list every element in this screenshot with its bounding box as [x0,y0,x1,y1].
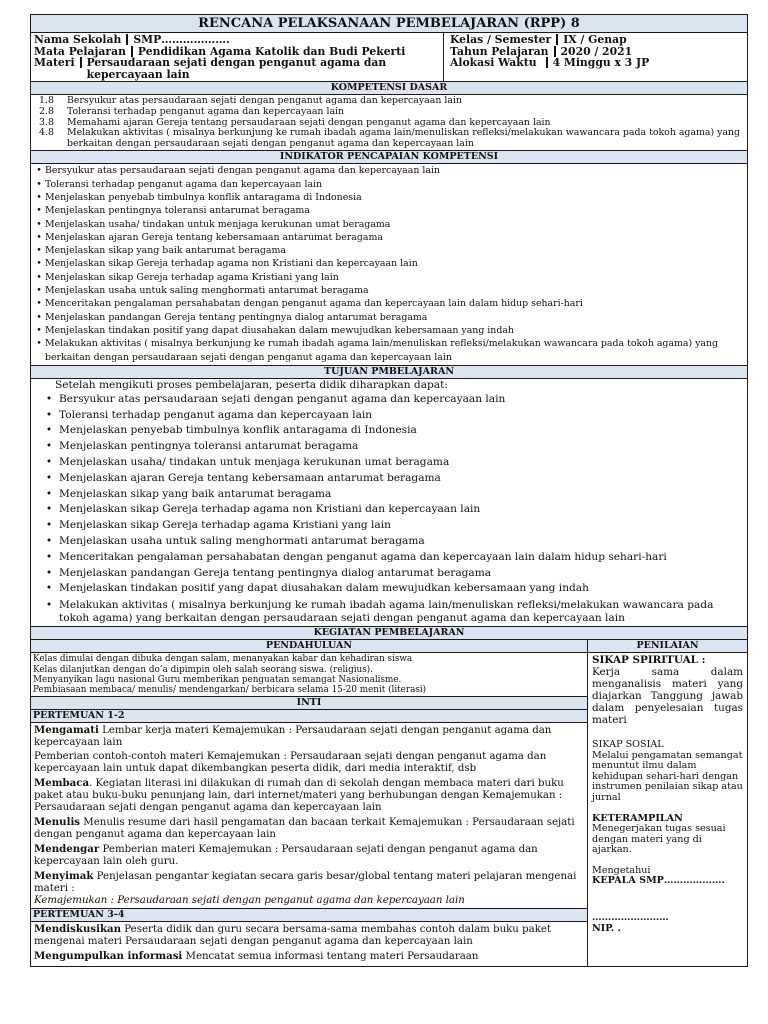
bullet-icon: • [36,245,42,257]
year-value: 2020 / 2021 [560,44,633,58]
bullet-icon: • [36,165,42,177]
attending-topic: Kemajemukan : Persaudaraan sejati dengan penganut agama dan kepercayaan lain [34,895,465,907]
bullet-icon: • [45,550,53,563]
indicator-item [33,204,745,217]
social-text: Melalui pengamatan semangat menuntut ilmu dalam kehidupan sehari-hari dengan instrumen penilaian sikap atau jurnal [592,749,743,803]
reading-paragraph: Membaca. Kegiatan literasi ini dilakukan di rumah dan di sekolah dengan membaca materi dari buku paket atau buku-buku penunjang lain, dari internet/materi yang berhubungan dengan Kemajemukan : Persaudaraan sejati dengan penganut agama dan kepercayaan lain [34,777,564,814]
objective-item [33,581,743,597]
bullet-icon: • [36,338,42,350]
meeting-1-2-heading: PERTEMUAN 1-2 [31,710,587,723]
objective-text: Menjelaskan ajaran Gereja tentang kebersamaan antarumat beragama [59,471,441,484]
kd-number: 3.8 [39,116,54,128]
nip-label: NIP. . [592,922,621,934]
indicator-text: Menjelaskan pentingnya toleransi antarumat beragama [45,205,310,217]
bullet-icon: • [36,258,42,270]
indicator-item [33,178,745,191]
spiritual-heading: SIKAP SPIRITUAL : [592,654,706,667]
indicator-item [33,244,745,257]
bullet-icon: • [45,392,53,405]
bullet-icon: • [45,519,53,532]
kd-number: 4.8 [39,127,54,139]
bullet-icon: • [36,205,42,217]
indicator-text: Toleransi terhadap penganut agama dan kepercayaan lain [45,178,323,190]
objective-text: Menjelaskan usaha untuk saling menghormati antarumat beragama [59,534,425,547]
indicator-text: Menjelaskan sikap Gereja terhadap agama Kristiani yang lain [45,271,339,283]
objective-item [33,392,743,408]
indicator-item [33,257,745,270]
bullet-icon: • [36,324,42,336]
rpp-document [30,14,748,967]
bullet-icon: • [45,599,53,612]
objective-item [33,518,743,534]
objective-text: Menjelaskan sikap yang baik antarumat beragama [59,487,332,500]
material-row [34,57,440,80]
indicator-item [33,271,745,284]
objective-text: Menjelaskan pentingnya toleransi antarumat beragama [59,440,359,453]
indicator-item [33,297,745,310]
indicator-heading: INDIKATOR PENCAPAIAN KOMPETENSI [31,151,747,164]
objective-text: Toleransi terhadap penganut agama dan kepercayaan lain [59,408,373,421]
bullet-icon: • [36,285,42,297]
objective-item [33,471,743,487]
intro-content [31,653,587,697]
social-heading: SIKAP SOSIAL [592,738,664,750]
objective-item [33,502,743,518]
identity-section [31,33,747,82]
indicator-item [33,311,745,324]
objective-item [33,487,743,503]
kd-item [33,128,745,149]
activities-heading: KEGIATAN PEMBELAJARAN [31,627,747,640]
collect-paragraph: Mengumpulkan informasi Mencatat semua informasi tentang materi Persaudaraan [34,950,479,963]
bullet-icon: • [45,566,53,579]
activities-left [31,640,588,966]
indicator-text: Menjelaskan usaha untuk saling menghormati antarumat beragama [45,285,369,297]
bullet-icon: • [45,455,53,468]
school-row [34,34,440,46]
spiritual-text: Kerja sama dalam menganalisis materi yang diajarkan Tanggung jawab dalam penyelesaian tugas materi [592,665,743,726]
indicator-text: Melakukan aktivitas ( misalnya berkunjung ke rumah ibadah agama lain/menuliskan refleksi/melakukan wawancara pada tokoh agama) yang berkaitan dengan persaudaraan sejati dengan penganut agama dan kepercayaan lain [45,338,719,363]
kd-number: 1.8 [39,95,54,107]
indicator-text: Menjelaskan usaha/ tindakan untuk menjaga kerukunan umat beragama [45,218,391,230]
bullet-icon: • [45,487,53,500]
indicator-item [33,164,745,177]
bullet-icon: • [45,408,53,421]
indicator-text: Menjelaskan sikap Gereja terhadap agama non Kristiani dan kepercayaan lain [45,258,418,270]
signature-line: …………………… [592,912,669,924]
assessment-heading: PENILAIAN [588,640,747,653]
document-title: RENCANA PELAKSANAAN PEMBELAJARAN (RPP) 8 [31,15,747,33]
objective-text: Menjelaskan usaha/ tindakan untuk menjaga kerukunan umat beragama [59,455,450,468]
objective-item [33,423,743,439]
identity-left [31,33,444,81]
kd-text: Melakukan aktivitas ( misalnya berkunjung ke rumah ibadah agama lain/menuliskan refleksi/melakukan wawancara pada tokoh agama) yang berkaitan dengan persaudaraan sejati dengan penganut agama dan kepercayaan lain [67,127,741,149]
activities-section [31,640,747,966]
indicator-item [33,231,745,244]
acknowledged-label: Mengetahui [592,864,651,876]
objective-text: Menjelaskan pandangan Gereja tentang pentingnya dialog antarumat beragama [59,566,492,579]
bullet-icon: • [45,424,53,437]
indicator-text: Bersyukur atas persaudaraan sejati dengan penganut agama dan kepercayaan lain [45,165,440,177]
objective-section [31,379,747,628]
objective-item [33,566,743,582]
objective-intro: Setelah mengikuti proses pembelajaran, peserta didik diharapkan dapat: [55,378,448,391]
objective-text: Menjelaskan sikap Gereja terhadap agama Kristiani yang lain [59,519,391,532]
material-value: Persaudaraan sejati dengan penganut agama dan kepercayaan lain [86,56,387,81]
bullet-icon: • [36,298,42,310]
time-label: Alokasi Waktu [450,56,537,70]
indicator-text: Menjelaskan sikap yang baik antarumat beragama [45,245,286,257]
kd-text: Bersyukur atas persaudaraan sejati dengan penganut agama dan kepercayaan lain [67,95,462,107]
subject-label: Mata Pelajaran [34,44,126,58]
subject-value: Pendidikan Agama Katolik dan Budi Pekerti [137,44,406,58]
bullet-icon: • [45,503,53,516]
kd-number: 2.8 [39,105,54,117]
discuss-paragraph: Mendiskusikan Peserta didik dan guru secara bersama-sama membahas contoh dalam buku paket mengenai materi Persaudaraan sejati dengan penganut agama dan kepercayaan lain [34,923,551,948]
skill-heading: KETERAMPILAN [592,812,683,824]
bullet-icon: • [36,231,42,243]
meeting-1-2-content [31,723,587,909]
intro-heading: PENDAHULUAN [31,640,587,653]
kd-heading: KOMPETENSI DASAR [31,82,747,95]
objective-heading: TUJUAN PMBELAJARAN [31,366,747,379]
material-label: Materi [34,56,75,70]
principal-label: KEPALA SMP………………. [592,875,725,887]
indicator-text: Menjelaskan penyebab timbulnya konflik antaragama di Indonesia [45,191,362,203]
objective-text: Menceritakan pengalaman persahabatan dengan penganut agama dan kepercayaan lain dalam hidup sehari-hari [59,550,667,563]
attending-paragraph: Menyimak Penjelasan pengantar kegiatan secara garis besar/global tentang materi pelajaran mengenai materi : [34,870,577,895]
skill-text: Menegerjakan tugas sesuai dengan materi yang di ajarkan. [592,823,726,856]
meeting-3-4-heading: PERTEMUAN 3-4 [31,909,587,922]
year-label: Tahun Pelajaran [450,44,549,58]
bullet-icon: • [45,440,53,453]
indicator-text: Menjelaskan ajaran Gereja tentang kebersamaan antarumat beragama [45,231,383,243]
bullet-icon: • [36,311,42,323]
objective-item [33,534,743,550]
school-value: SMP………………. [133,33,230,46]
bullet-icon: • [36,178,42,190]
indicator-text: Menjelaskan tindakan positif yang dapat diusahakan dalam mewujudkan kebersamaan yang indah [45,324,514,336]
assessment-content [588,653,747,936]
assessment-column [588,640,747,966]
time-row [450,57,741,69]
indicator-list [31,164,747,365]
listening-paragraph: Mendengar Pemberian materi Kemajemukan : Persaudaraan sejati dengan penganut agama dan kepercayaan lain oleh guru. [34,843,538,868]
indicator-item [33,191,745,204]
indicator-item [33,337,745,364]
time-value: 4 Minggu x 3 JP [552,56,650,70]
kd-text: Memahami ajaran Gereja tentang persaudaraan sejati dengan penganut agama dan kepercayaan lain [67,116,551,128]
objective-item [33,550,743,566]
kd-item [33,107,745,118]
objective-text: Bersyukur atas persaudaraan sejati dengan penganut agama dan kepercayaan lain [59,392,506,405]
observe-paragraph: Mengamati Lembar kerja materi Kemajemukan : Persaudaraan sejati dengan penganut agama dan kepercayaan lain [34,724,552,749]
intro-line: Pembiasaan membaca/ menulis/ mendengarkan/ berbicara selama 15-20 menit (literasi) [33,684,427,695]
intro-line: Kelas dilanjutkan dengan do’a dipimpin oleh salah seorang siswa. (religius). [33,664,373,675]
bullet-icon: • [45,582,53,595]
indicator-item [33,324,745,337]
school-label: Nama Sekolah [34,33,122,46]
objective-item [33,439,743,455]
objective-text: Menjelaskan sikap Gereja terhadap agama non Kristiani dan kepercayaan lain [59,503,481,516]
indicator-text: Menceritakan pengalaman persahabatan dengan penganut agama dan kepercayaan lain dalam hidup sehari-hari [45,298,583,310]
core-heading: INTI [31,697,587,710]
indicator-item [33,284,745,297]
class-value: IX / Genap [563,33,627,46]
intro-line: Kelas dimulai dengan dibuka dengan salam, menanyakan kabar dan kehadiran siswa [33,654,413,665]
objective-text: Menjelaskan penyebab timbulnya konflik antaragama di Indonesia [59,424,417,437]
objective-text: Melakukan aktivitas ( misalnya berkunjung ke rumah ibadah agama lain/menuliskan refleksi/melakukan wawancara pada tokoh agama) yang berkaitan dengan persaudaraan sejati dengan penganut agama dan kepercayaan lain [59,599,714,624]
bullet-icon: • [36,191,42,203]
indicator-text: Menjelaskan pandangan Gereja tentang pentingnya dialog antarumat beragama [45,311,428,323]
objective-item [33,599,743,624]
bullet-icon: • [36,218,42,230]
class-row [450,34,741,46]
kd-list [31,95,747,151]
meeting-3-4-content [31,922,587,966]
objective-text: Menjelaskan tindakan positif yang dapat diusahakan dalam mewujudkan kebersamaan yang indah [59,582,589,595]
example-paragraph: Pemberian contoh-contoh materi Kemajemukan : Persaudaraan sejati dengan penganut agama dan kepercayaan lain untuk dapat dikembangkan peserta didik, dari media interaktif, dsb [34,751,547,775]
class-label: Kelas / Semester [450,33,552,46]
identity-right [444,33,747,81]
writing-paragraph: Menulis Menulis resume dari hasil pengamatan dan bacaan terkait Kemajemukan : Persaudaraan sejati dengan penganut agama dan kepercayaan lain [34,816,575,841]
bullet-icon: • [45,534,53,547]
bullet-icon: • [45,471,53,484]
objective-item [33,408,743,424]
objective-item [33,455,743,471]
indicator-item [33,218,745,231]
intro-line: Menyanyikan lagu nasional Guru memberikan penguatan semangat Nasionalisme. [33,674,402,685]
objective-list [33,392,743,625]
bullet-icon: • [36,271,42,283]
kd-text: Toleransi terhadap penganut agama dan kepercayaan lain [67,105,345,117]
